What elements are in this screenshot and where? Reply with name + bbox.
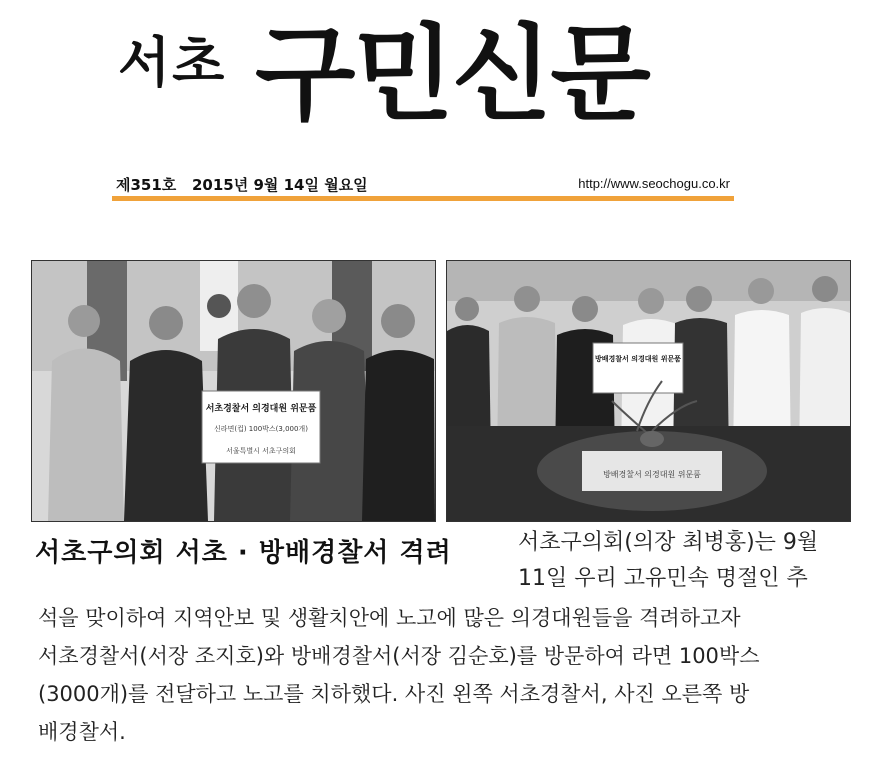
- article-line-5: (3000개)를 전달하고 노고를 치하했다. 사진 왼쪽 서초경찰서, 사진 오른쪽 방: [38, 682, 750, 706]
- table-placard-text: 방배경찰서 의경대원 위문품: [603, 470, 701, 479]
- article-line-2: 11일 우리 고유민속 명절인 추: [518, 566, 808, 591]
- masthead-title: 구민신문: [255, 13, 649, 135]
- left-sign-item: 신라면(컵) 100박스(3,000개): [214, 425, 308, 433]
- masthead: [0, 0, 895, 150]
- accent-rule: [112, 196, 734, 201]
- photo-right: [446, 260, 851, 522]
- website-url[interactable]: http://www.seochogu.co.kr: [578, 176, 730, 191]
- masthead-prefix: 서초: [118, 31, 227, 94]
- photo-right-image: [447, 261, 850, 521]
- dateline: [112, 170, 734, 196]
- left-sign-title: 서초경찰서 의경대원 위문품: [205, 404, 317, 414]
- photo-left-image: [32, 261, 435, 521]
- left-sign-from: 서울특별시 서초구의회: [226, 447, 296, 455]
- article-line-1: 서초구의회(의장 최병홍)는 9월: [518, 530, 819, 555]
- article-line-6: 배경찰서.: [38, 720, 126, 744]
- photo-left: [31, 260, 436, 522]
- issue-date: 2015년 9월 14일 월요일: [192, 176, 368, 194]
- article-headline: 서초구의회 서초 · 방배경찰서 격려: [35, 538, 452, 568]
- article-line-3: 석을 맞이하여 지역안보 및 생활치안에 노고에 많은 의경대원들을 격려하고자: [38, 606, 741, 630]
- right-sign-title: 방배경찰서 의경대원 위문품: [594, 355, 682, 363]
- article-line-4: 서초경찰서(서장 조지호)와 방배경찰서(서장 김순호)를 방문하여 라면 100박스: [38, 644, 760, 668]
- issue-number: 제351호: [116, 176, 177, 194]
